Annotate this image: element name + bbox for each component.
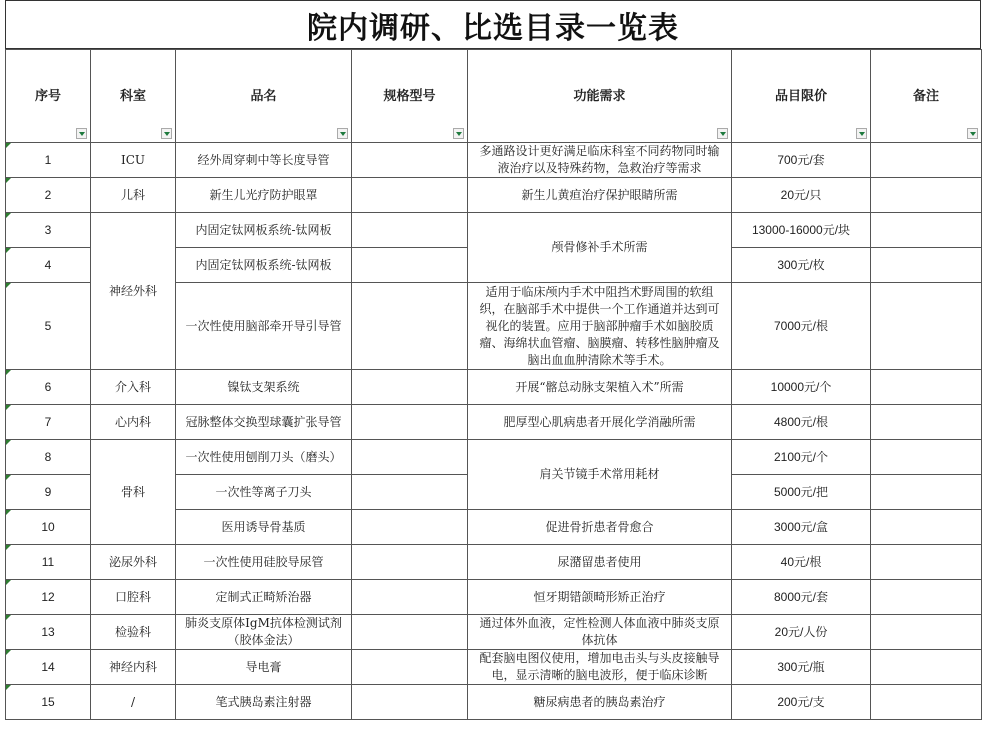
cell-note[interactable] (871, 685, 982, 720)
cell-name[interactable]: 经外周穿刺中等长度导管 (176, 143, 352, 178)
table-row (6, 370, 982, 405)
cell-name[interactable]: 医用诱导骨基质 (176, 510, 352, 545)
filter-dropdown-icon[interactable] (337, 128, 348, 139)
cell-department[interactable]: 骨科 (91, 440, 176, 545)
cell-name[interactable]: 定制式正畸矫治器 (176, 580, 352, 615)
cell-function[interactable]: 促进骨折患者骨愈合 (468, 510, 732, 545)
cell-spec[interactable] (352, 370, 468, 405)
filter-dropdown-icon[interactable] (453, 128, 464, 139)
cell-function[interactable]: 肩关节镜手术常用耗材 (468, 440, 732, 510)
cell-spec[interactable] (352, 475, 468, 510)
table-row (6, 405, 982, 440)
cell-department[interactable]: ICU (91, 143, 176, 178)
cell-index[interactable]: 2 (6, 178, 91, 213)
cell-department[interactable]: 神经内科 (91, 650, 176, 685)
cell-price[interactable]: 13000-16000元/块 (732, 213, 871, 248)
header-note: 备注 (871, 50, 982, 143)
table-row (6, 143, 982, 178)
cell-name[interactable]: 一次性使用刨削刀头（磨头） (176, 440, 352, 475)
cell-department[interactable]: 心内科 (91, 405, 176, 440)
cell-price[interactable]: 300元/瓶 (732, 650, 871, 685)
filter-dropdown-icon[interactable] (717, 128, 728, 139)
cell-price[interactable]: 5000元/把 (732, 475, 871, 510)
cell-name[interactable]: 肺炎支原体IgM抗体检测试剂（胶体金法） (176, 615, 352, 650)
table-row (6, 178, 982, 213)
cell-note[interactable] (871, 248, 982, 283)
page-title: 院内调研、比选目录一览表 (5, 0, 981, 49)
header-row (6, 50, 982, 143)
cell-function[interactable]: 开展“髂总动脉支架植入术”所需 (468, 370, 732, 405)
cell-function[interactable]: 配套脑电图仪使用，增加电击头与头皮接触导电，显示清晰的脑电波形，便于临床诊断 (468, 650, 732, 685)
header-name: 品名 (176, 50, 352, 143)
cell-function[interactable]: 新生儿黄疸治疗保护眼睛所需 (468, 178, 732, 213)
cell-note[interactable] (871, 440, 982, 475)
header-department: 科室 (91, 50, 176, 143)
cell-spec[interactable] (352, 580, 468, 615)
cell-spec[interactable] (352, 248, 468, 283)
cell-price[interactable]: 40元/根 (732, 545, 871, 580)
cell-function[interactable]: 颅骨修补手术所需 (468, 213, 732, 283)
cell-function[interactable]: 多通路设计更好满足临床科室不同药物同时输液治疗以及特殊药物，急救治疗等需求 (468, 143, 732, 178)
cell-department[interactable]: / (91, 685, 176, 720)
cell-spec[interactable] (352, 615, 468, 650)
cell-index[interactable]: 6 (6, 370, 91, 405)
cell-note[interactable] (871, 580, 982, 615)
cell-note[interactable] (871, 650, 982, 685)
cell-department[interactable]: 口腔科 (91, 580, 176, 615)
table-row (6, 580, 982, 615)
cell-index[interactable]: 13 (6, 615, 91, 650)
header-index: 序号 (6, 50, 91, 143)
cell-name[interactable]: 冠脉整体交换型球囊扩张导管 (176, 405, 352, 440)
cell-name[interactable]: 一次性等离子刀头 (176, 475, 352, 510)
cell-index[interactable]: 14 (6, 650, 91, 685)
filter-dropdown-icon[interactable] (967, 128, 978, 139)
cell-spec[interactable] (352, 650, 468, 685)
cell-function[interactable]: 恒牙期错颌畸形矫正治疗 (468, 580, 732, 615)
cell-department[interactable]: 泌尿外科 (91, 545, 176, 580)
cell-note[interactable] (871, 545, 982, 580)
header-spec: 规格型号 (352, 50, 468, 143)
cell-index[interactable]: 8 (6, 440, 91, 475)
cell-name[interactable]: 导电膏 (176, 650, 352, 685)
cell-department[interactable]: 儿科 (91, 178, 176, 213)
filter-dropdown-icon[interactable] (161, 128, 172, 139)
filter-dropdown-icon[interactable] (76, 128, 87, 139)
cell-note[interactable] (871, 405, 982, 440)
cell-spec[interactable] (352, 440, 468, 475)
cell-note[interactable] (871, 143, 982, 178)
cell-spec[interactable] (352, 213, 468, 248)
cell-index[interactable]: 3 (6, 213, 91, 248)
cell-function[interactable]: 通过体外血液，定性检测人体血液中肺炎支原体抗体 (468, 615, 732, 650)
cell-spec[interactable] (352, 510, 468, 545)
cell-price[interactable]: 8000元/套 (732, 580, 871, 615)
cell-price[interactable]: 200元/支 (732, 685, 871, 720)
catalog-table (5, 49, 982, 720)
cell-price[interactable]: 10000元/个 (732, 370, 871, 405)
cell-index[interactable]: 9 (6, 475, 91, 510)
cell-name[interactable]: 笔式胰岛素注射器 (176, 685, 352, 720)
table-row (6, 685, 982, 720)
cell-note[interactable] (871, 615, 982, 650)
cell-function[interactable]: 肥厚型心肌病患者开展化学消融所需 (468, 405, 732, 440)
header-function: 功能需求 (468, 50, 732, 143)
table-row (6, 213, 982, 248)
cell-spec[interactable] (352, 545, 468, 580)
cell-spec[interactable] (352, 405, 468, 440)
cell-name[interactable]: 内固定钛网板系统-钛网板 (176, 248, 352, 283)
cell-note[interactable] (871, 510, 982, 545)
cell-index[interactable]: 1 (6, 143, 91, 178)
cell-price[interactable]: 20元/只 (732, 178, 871, 213)
cell-note[interactable] (871, 370, 982, 405)
cell-index[interactable]: 10 (6, 510, 91, 545)
cell-name[interactable]: 新生儿光疗防护眼罩 (176, 178, 352, 213)
cell-name[interactable]: 镍钛支架系统 (176, 370, 352, 405)
cell-department[interactable]: 检验科 (91, 615, 176, 650)
cell-price[interactable]: 300元/枚 (732, 248, 871, 283)
cell-index[interactable]: 15 (6, 685, 91, 720)
cell-name[interactable]: 内固定钛网板系统-钛网板 (176, 213, 352, 248)
cell-price[interactable]: 2100元/个 (732, 440, 871, 475)
cell-spec[interactable] (352, 283, 468, 370)
cell-function[interactable]: 适用于临床颅内手术中阻挡术野周围的软组织，在脑部手术中提供一个工作通道并达到可视化的装置。应用于脑部肿瘤手术如脑胶质瘤、海绵状血管瘤、脑膜瘤、转移性脑肿瘤及脑出血血肿清除术等手术。 (468, 283, 732, 370)
filter-dropdown-icon[interactable] (856, 128, 867, 139)
cell-spec[interactable] (352, 143, 468, 178)
cell-function[interactable]: 糖尿病患者的胰岛素治疗 (468, 685, 732, 720)
cell-note[interactable] (871, 178, 982, 213)
cell-spec[interactable] (352, 178, 468, 213)
cell-index[interactable]: 12 (6, 580, 91, 615)
cell-price[interactable]: 20元/人份 (732, 615, 871, 650)
cell-name[interactable]: 一次性使用脑部牵开导引导管 (176, 283, 352, 370)
cell-department[interactable]: 神经外科 (91, 213, 176, 370)
header-price: 品目限价 (732, 50, 871, 143)
cell-price[interactable]: 700元/套 (732, 143, 871, 178)
cell-spec[interactable] (352, 685, 468, 720)
cell-note[interactable] (871, 283, 982, 370)
cell-department[interactable]: 介入科 (91, 370, 176, 405)
cell-note[interactable] (871, 213, 982, 248)
cell-index[interactable]: 11 (6, 545, 91, 580)
cell-price[interactable]: 3000元/盒 (732, 510, 871, 545)
cell-name[interactable]: 一次性使用硅胶导尿管 (176, 545, 352, 580)
table-row (6, 615, 982, 650)
table-row (6, 440, 982, 475)
cell-function[interactable]: 尿潴留患者使用 (468, 545, 732, 580)
cell-price[interactable]: 7000元/根 (732, 283, 871, 370)
cell-index[interactable]: 7 (6, 405, 91, 440)
cell-index[interactable]: 4 (6, 248, 91, 283)
table-row (6, 650, 982, 685)
table-row (6, 545, 982, 580)
cell-note[interactable] (871, 475, 982, 510)
cell-price[interactable]: 4800元/根 (732, 405, 871, 440)
cell-index[interactable]: 5 (6, 283, 91, 370)
